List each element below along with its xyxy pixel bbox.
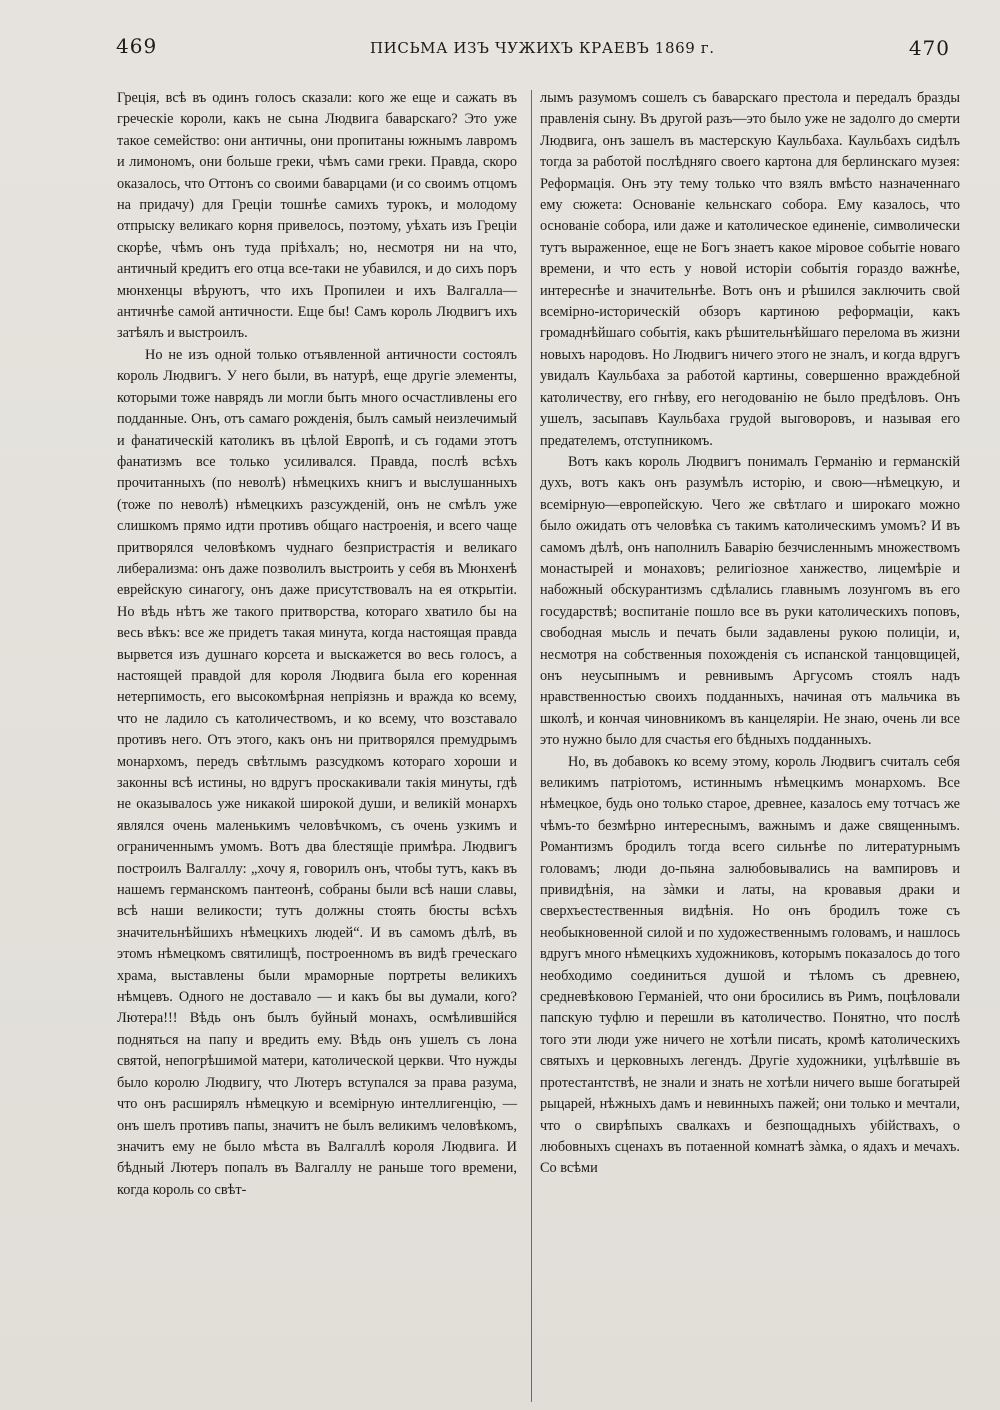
paragraph: Но, въ добавокъ ко всему этому, король Людвигъ считалъ себя великимъ патрiотомъ, истиннымъ нѣмецкимъ монархомъ. Все нѣмецкое, будь оно только старое, древнее, казалось ему тотчасъ же чѣмъ-то безмѣрно интереснымъ, важнымъ и даже священнымъ. Романтизмъ бродилъ тогда всего сильнѣе по литературнымъ головамъ; люди до-пьяна залюбовывались на вампировъ и привидѣнiя, на зàмки и латы, на кровавыя драки и сверхъестественныя видѣнiя. Но онъ бродилъ тоже съ необыкновенной силой и по художественнымъ головамъ, и нашлось вдругъ много нѣмецкихъ художниковъ, которымъ показалось до того необходимо соединиться душой и тѣломъ съ древнею, средневѣковою Германiей, что они бросились въ Римъ, поцѣловали папскую туфлю и перешли въ католичество. Понятно, что послѣ того эти люди уже ничего не хотѣли писать, кромѣ католическихъ святыхъ и церковныхъ легендъ. Другiе художники, уцѣлѣвшiе въ протестантствѣ, не знали и знать не хотѣли ничего выше богатырей рыцарей, нѣжныхъ дамъ и невинныхъ пажей; они только и мечтали, что о свирѣпыхъ свалкахъ и безпощадныхъ убiйствахъ, о любовныхъ сценахъ въ потаенной комнатѣ зàмка, о ядахъ и мечахъ. Со всѣми xyxy=(540,753,960,1177)
paragraph: Грецiя, всѣ въ одинъ голосъ сказали: кого же еще и сажать въ греческiе короли, какъ не сына Людвига баварскаго? Это уже такое семейство: они античны, они пропитаны южнымъ лавромъ и лимономъ, они больше греки, чѣмъ сами греки. Правда, скоро оказалось, что Оттонъ со своими баварцами (и со своимъ отцомъ на придачу) для Грецiи тошнѣе самихъ турокъ, и молодому отпрыску великаго корня привелось, поэтому, уѣхать изъ Грецiи скорѣе, чѣмъ онъ туда прiѣхалъ; но, несмотря ни на что, античный кредитъ его отца все-таки не убавился, и до сихъ поръ мюнхенцы вѣруютъ, что ихъ Пропилеи и ихъ Валгалла—античнѣе самой античности. Еще бы! Самъ король Людвигъ ихъ затѣялъ и выстроилъ. xyxy=(117,90,517,342)
column-divider xyxy=(531,90,532,1402)
page-number-right: 470 xyxy=(908,36,950,60)
left-column xyxy=(117,88,517,1201)
right-column xyxy=(540,88,960,1180)
paragraph: Вотъ какъ король Людвигъ понималъ Германiю и германскiй духъ, вотъ какъ онъ разумѣлъ исторiю, и свою—нѣмецкую, и всемiрную—европейскую. Чего же свѣтлаго и широкаго можно было ожидать отъ человѣка съ такимъ католическимъ умомъ? И въ самомъ дѣлѣ, онъ наполнилъ Баварiю безчисленнымъ множествомъ монастырей и монаховъ; религiозное ханжество, лицемѣрiе и набожный обскурантизмъ сдѣлались главнымъ лозунгомъ въ его государствѣ; воспитанiе пошло все въ руки католическихъ поповъ, свободная мысль и печать были задавлены рукою полицiи, и, несмотря на собственныя похожденiя съ испанской танцовщицей, онъ неусыпнымъ и ревнивымъ Аргусомъ стоялъ надъ нравственностью своихъ подданныхъ, начиная отъ мальчика въ школѣ, и кончая чиновникомъ въ канцелярiи. Не знаю, очень ли все это нужно было для счастья его бѣдныхъ подданныхъ. xyxy=(540,453,960,749)
page-number-left: 469 xyxy=(116,34,158,58)
page-header xyxy=(0,34,1000,74)
paragraph: Но не изъ одной только отъявленной античности состоялъ король Людвигъ. У него были, въ натурѣ, еще другiе элементы, которыми тоже наврядъ ли могли быть много осчастливлены его подданные. Онъ, отъ самаго рожденiя, былъ самый неизлечимый и фанатическiй католикъ въ цѣлой Европѣ, и съ годами этотъ фанатизмъ все только усиливался. Правда, послѣ всѣхъ прочитанныхъ (по неволѣ) нѣмецкихъ книгъ и выслушанныхъ (тоже по неволѣ) нѣмецкихъ разсужденiй, онъ не смѣлъ уже слишкомъ прямо идти противъ общаго настроенiя, и всего чаще притворялся человѣкомъ чуднаго безпристрастiя и великаго либерализма: онъ даже позволилъ выстроить у себя въ Мюнхенѣ еврейскую синагогу, онъ даже присутствовалъ на ея открытiи. Но вѣдь нѣтъ же такого притворства, котораго хватило бы на весь вѣкъ: все же придетъ такая минута, когда настоящая правда вырвется изъ душнаго корсета и выскажется во весь голосъ, а настоящей правдой для короля Людвига была его коренная нетерпимость, его высокомѣрная непрiязнь и вражда ко всему, что не ладило съ католичествомъ, и ко всему, что возставало противъ него. Отъ этого, какъ онъ ни притворялся премудрымъ монархомъ, передъ свѣтлымъ разсудкомъ котораго хороши и законны всѣ истины, но вдругъ проскакивали такiя минуты, гдѣ не оказывалось уже никакой широкой души, и великiй монархъ являлся очень маленькимъ человѣчкомъ, съ очень узкимъ и ограниченнымъ умомъ. Вотъ два блестящiе примѣра. Людвигъ построилъ Валгаллу: „хочу я, говорилъ онъ, чтобы тутъ, какъ въ нашемъ германскомъ пантеонѣ, собраны были всѣ наши славы, всѣ наши великости; тутъ должны стоять бюсты всѣхъ значительнѣйшихъ нѣмецкихъ людей“. И въ самомъ дѣлѣ, въ этомъ нѣмецкомъ святилищѣ, построенномъ въ видѣ греческаго храма, выставлены были мраморные портреты великихъ нѣмцевъ. Одного не доставало — и какъ бы вы думали, кого? Лютера!!! Вѣдь онъ былъ буйный монахъ, осмѣлившiйся подняться на папу и вредить ему. Вѣдь онъ ушелъ съ лона святой, непогрѣшимой матери, католической церкви. Что нужды было королю Людвигу, что Лютеръ вступался за права разума, что онъ расширялъ нѣмецкую и всемiрную интеллигенцiю, — онъ шелъ противъ папы, значитъ не былъ великимъ человѣкомъ, значитъ ему не было мѣста въ Валгаллѣ короля Людвига. И бѣдный Лютеръ попалъ въ Валгаллу не раньше того времени, когда король со свѣт- xyxy=(117,346,517,1198)
paragraph: лымъ разумомъ сошелъ съ баварскаго престола и передалъ бразды правленiя сыну. Въ другой разъ—это было уже не задолго до смерти Людвига, онъ зашелъ въ мастерскую Каульбаха. Каульбахъ сидѣлъ тогда за работой послѣдняго своего картона для берлинскаго музея: Реформацiя. Онъ эту тему только что взялъ вмѣсто назначеннаго ему сюжета: Основанiе кельнскаго собора. Ему казалось, что основанiе собора, или даже и католическое единенiе, символически тутъ выраженное, еще не Богъ знаетъ какое мiровое событiе новаго времени, и что есть у новой исторiи событiя гораздо важнѣе, интереснѣе и значительнѣе. Вотъ онъ и рѣшился заключить свой всемiрно-историческiй обзоръ картиною реформацiи, какъ громаднѣйшаго событiя, какъ рѣшительнѣйшаго перелома въ жизни новыхъ народовъ. Но Людвигъ ничего этого не зналъ, и когда вдругъ увидалъ Каульбаха за работой картины, совершенно враждебной католичеству, его гнѣву, его негодованiю не было предѣловъ. Онъ ушелъ, засыпавъ Каульбаха грудой выговоровъ, и называя его предателемъ, отступникомъ. xyxy=(540,90,960,449)
running-title: ПИСЬМА ИЗЪ ЧУЖИХЪ КРАЕВЪ 1869 г. xyxy=(370,39,715,57)
